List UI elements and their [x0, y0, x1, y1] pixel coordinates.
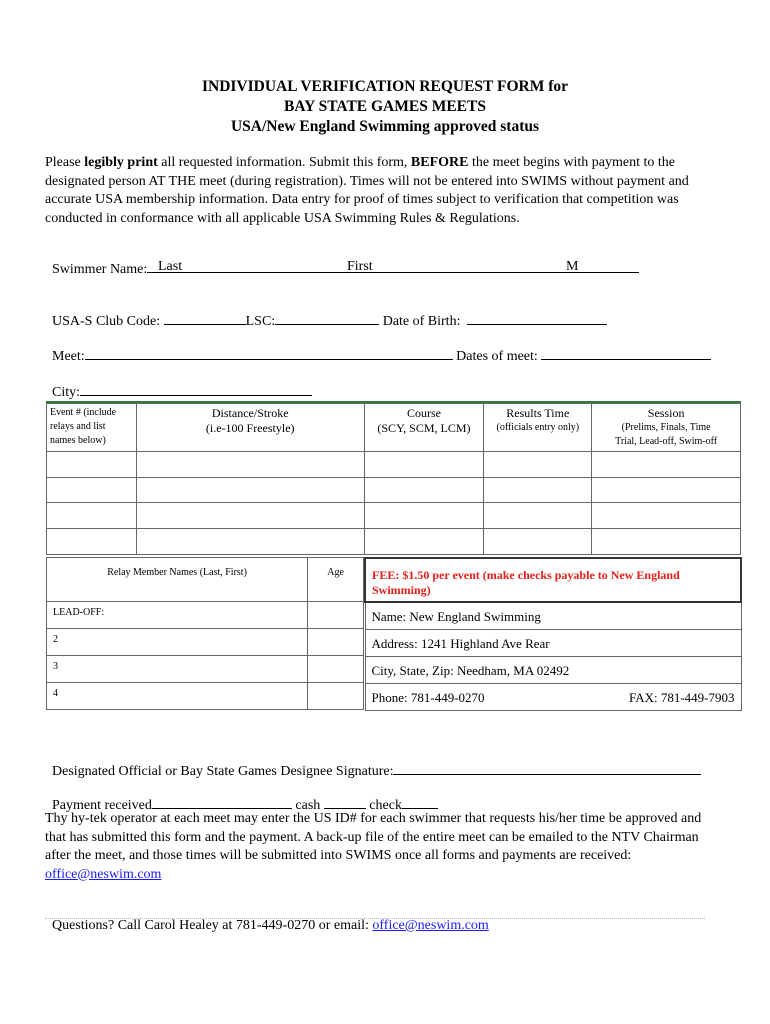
- course-header: [364, 404, 484, 452]
- relay-table: [46, 557, 364, 710]
- dob-label: Date of Birth:: [382, 314, 461, 329]
- questions-row: [45, 899, 489, 935]
- relay-names-header: [47, 558, 308, 602]
- club-row: [45, 292, 607, 331]
- relay-age-cell[interactable]: [308, 656, 364, 683]
- relay-row-label: 3: [53, 661, 58, 672]
- distance-stroke-header: [136, 404, 364, 452]
- relay-age-cell[interactable]: [308, 629, 364, 656]
- event-header-line-1: Event # (include: [50, 407, 117, 418]
- fax-text: FAX: 781-449-7903: [628, 689, 735, 705]
- relay-age-cell[interactable]: [308, 683, 364, 710]
- dates-of-meet-field[interactable]: [541, 345, 711, 360]
- session-cell[interactable]: [592, 478, 741, 503]
- distance-stroke-cell[interactable]: [136, 452, 364, 478]
- check-field[interactable]: [402, 794, 438, 809]
- relay-row: [47, 656, 364, 683]
- relay-row-label: LEAD-OFF:: [53, 607, 105, 618]
- intro-text-2: all requested information. Submit this form,: [157, 155, 411, 170]
- course-cell[interactable]: [364, 529, 484, 555]
- relay-row-label: 2: [53, 634, 58, 645]
- relay-table-header: [47, 558, 364, 602]
- city-state-zip-row: [365, 656, 741, 683]
- intro-paragraph: [45, 154, 725, 228]
- course-cell[interactable]: [364, 452, 484, 478]
- event-header-line-2: relays and list: [50, 421, 106, 432]
- session-header-line-1: Session: [647, 406, 685, 420]
- payment-received-label: Payment received: [52, 798, 152, 813]
- event-row: [47, 503, 741, 529]
- phone-fax-cell: [365, 683, 741, 710]
- title-line-2: BAY STATE GAMES MEETS: [284, 98, 486, 115]
- city-state-zip-cell: [365, 656, 741, 683]
- fee-text: FEE: $1.50 per event (make checks payable to New England Swimming): [372, 568, 680, 597]
- relay-row-label: 4: [53, 688, 58, 699]
- relay-name-cell[interactable]: [47, 683, 308, 710]
- course-header-line-2: (SCY, SCM, LCM): [377, 421, 471, 435]
- event-table-header: [47, 404, 741, 452]
- event-number-cell[interactable]: [47, 503, 137, 529]
- event-number-cell[interactable]: [47, 452, 137, 478]
- results-time-cell[interactable]: [484, 478, 592, 503]
- meet-row: [45, 327, 711, 366]
- questions-email-link[interactable]: office@neswim.com: [372, 918, 489, 933]
- meet-label: Meet:: [52, 349, 85, 364]
- phone-text: Phone: 781-449-0270: [371, 689, 485, 705]
- signature-field[interactable]: [393, 760, 701, 775]
- relay-names-header-text: Relay Member Names (Last, First): [107, 567, 247, 578]
- course-cell[interactable]: [364, 478, 484, 503]
- signature-label: Designated Official or Bay State Games Designee Signature:: [52, 764, 394, 779]
- title-line-3: USA/New England Swimming approved status: [230, 118, 540, 135]
- results-header-line-2: (officials entry only): [496, 422, 580, 433]
- session-cell[interactable]: [592, 452, 741, 478]
- payee-name-row: [365, 602, 741, 629]
- last-label: Last: [158, 259, 183, 274]
- relay-row: [47, 629, 364, 656]
- swimmer-name-label: Swimmer Name:: [52, 262, 148, 277]
- relay-name-cell[interactable]: [47, 602, 308, 629]
- address-row: [365, 629, 741, 656]
- relay-age-header-text: Age: [327, 567, 344, 578]
- middle-label: M: [566, 259, 579, 274]
- relay-row: [47, 602, 364, 629]
- intro-text-3: the meet begins with payment to the designated person AT THE meet (during registration). Times will not be entered into SWIMS without payment and accurate USA membership information. Data entry for proof of times subject to verification that competition was conducted in conformance with all applicable USA Swimming Rules & Regulations.: [45, 155, 689, 226]
- lsc-field[interactable]: [275, 310, 379, 325]
- event-row: [47, 529, 741, 555]
- meet-field[interactable]: [85, 345, 453, 360]
- event-number-cell[interactable]: [47, 478, 137, 503]
- closing-text: Thy hy-tek operator at each meet may enter the US ID# for each swimmer that requests his/her time be approved and that has submitted this form and the payment. A back-up file of the entire meet can be emailed to the NTV Chairman after the meet, and those times will be submitted into SWIMS once all forms and payments are received:: [45, 811, 702, 863]
- check-label: check: [369, 798, 402, 813]
- relay-age-cell[interactable]: [308, 602, 364, 629]
- dob-field[interactable]: [467, 310, 607, 325]
- distance-stroke-cell[interactable]: [136, 503, 364, 529]
- fee-row: [365, 558, 741, 602]
- course-header-line-1: Course: [406, 406, 441, 420]
- results-time-cell[interactable]: [484, 529, 592, 555]
- results-time-cell[interactable]: [484, 503, 592, 529]
- distance-stroke-cell[interactable]: [136, 529, 364, 555]
- session-cell[interactable]: [592, 529, 741, 555]
- course-cell[interactable]: [364, 503, 484, 529]
- results-time-cell[interactable]: [484, 452, 592, 478]
- footer-divider: [45, 918, 705, 919]
- payee-name-cell: [365, 602, 741, 629]
- event-row: [47, 452, 741, 478]
- closing-email-link[interactable]: office@neswim.com: [45, 866, 162, 882]
- address-text: Address: 1241 Highland Ave Rear: [371, 635, 550, 651]
- payee-name-text: Name: New England Swimming: [371, 609, 541, 624]
- city-row: [45, 363, 312, 402]
- city-field[interactable]: [80, 381, 312, 396]
- lsc-label: LSC:: [245, 314, 276, 329]
- event-header-line-3: names below): [50, 435, 106, 446]
- event-number-header: [47, 404, 137, 452]
- city-label: City:: [52, 385, 81, 400]
- payment-info-table: [364, 557, 742, 711]
- swimmer-name-row: [45, 240, 639, 279]
- relay-age-header: [308, 558, 364, 602]
- payment-amount-field[interactable]: [152, 794, 292, 809]
- relay-row: [47, 683, 364, 710]
- distance-header-line-2: (i.e-100 Freestyle): [205, 421, 295, 435]
- fee-cell: [365, 558, 741, 602]
- intro-text-1: Please: [45, 155, 85, 170]
- event-number-cell[interactable]: [47, 529, 137, 555]
- club-code-label: USA-S Club Code:: [52, 314, 161, 329]
- session-cell[interactable]: [592, 503, 741, 529]
- session-header: [592, 404, 741, 452]
- closing-paragraph: [45, 810, 725, 884]
- event-row: [47, 478, 741, 503]
- club-code-field[interactable]: [164, 310, 246, 325]
- distance-stroke-cell[interactable]: [136, 478, 364, 503]
- distance-header-line-1: Distance/Stroke: [211, 406, 289, 420]
- address-cell: [365, 629, 741, 656]
- cash-field[interactable]: [324, 794, 366, 809]
- questions-text: Questions? Call Carol Healey at 781-449-0270 or email:: [52, 918, 373, 933]
- first-label: First: [347, 259, 373, 274]
- cash-label: cash: [295, 798, 321, 813]
- results-header-line-1: Results Time: [506, 406, 570, 420]
- relay-name-cell[interactable]: [47, 629, 308, 656]
- results-time-header: [484, 404, 592, 452]
- session-header-line-3: Trial, Lead-off, Swim-off: [615, 436, 718, 447]
- intro-bold-legibly: legibly print: [84, 155, 158, 170]
- intro-bold-before: BEFORE: [410, 155, 469, 170]
- relay-name-cell[interactable]: [47, 656, 308, 683]
- event-table: [46, 403, 741, 555]
- phone-fax-row: [365, 683, 741, 710]
- dates-of-meet-label: Dates of meet:: [456, 349, 538, 364]
- city-state-zip-text: City, State, Zip: Needham, MA 02492: [371, 662, 570, 678]
- session-header-line-2: (Prelims, Finals, Time: [621, 422, 711, 433]
- title-line-1: INDIVIDUAL VERIFICATION REQUEST FORM for: [201, 78, 568, 95]
